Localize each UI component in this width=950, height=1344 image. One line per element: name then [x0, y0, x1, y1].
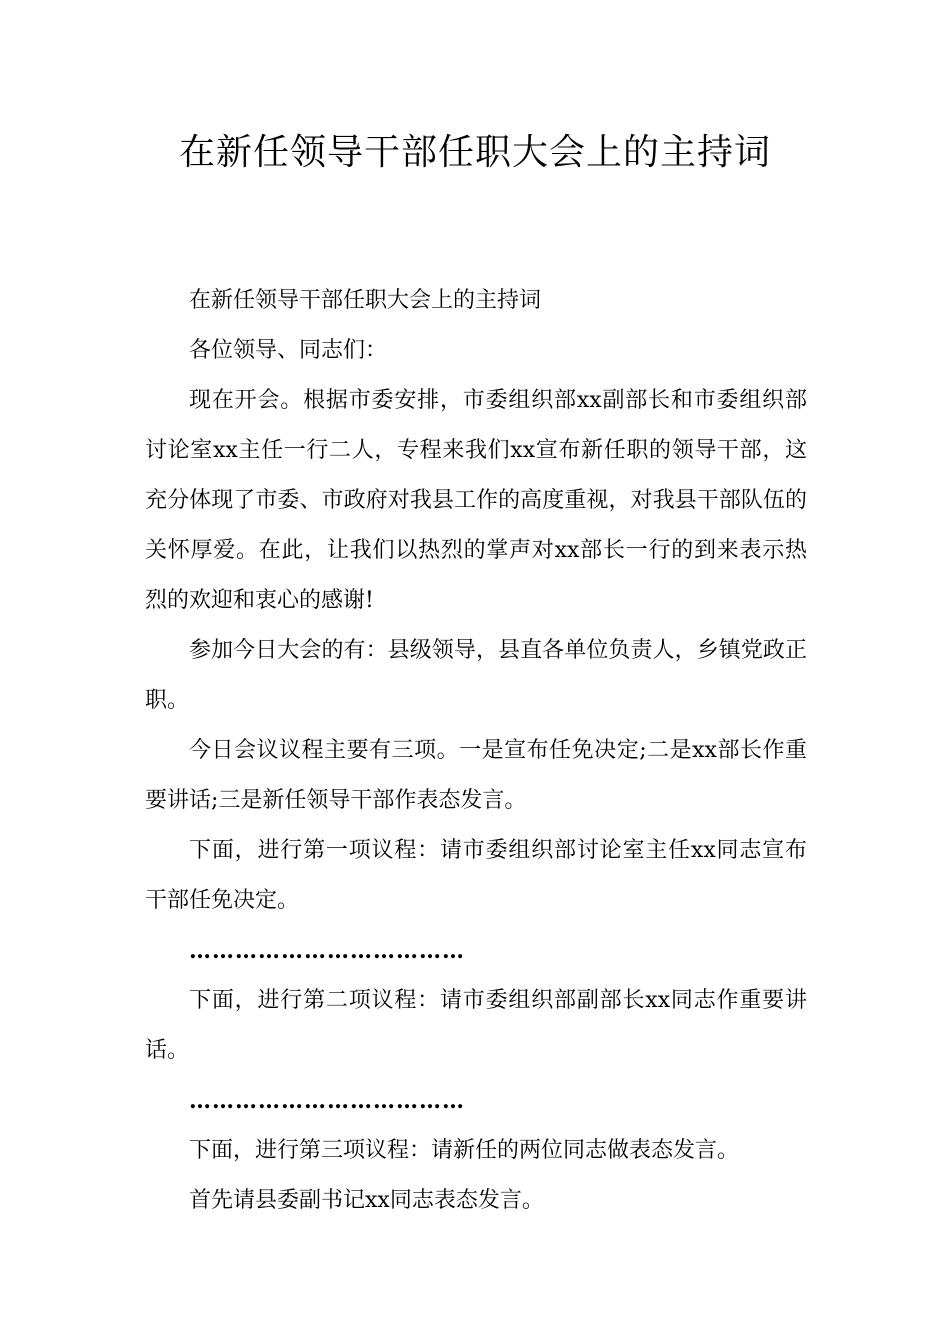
paragraph-salutation: 各位领导、同志们： [189, 338, 388, 363]
paragraph-agenda: 今日会议议程主要有三项。一是宣布任免决定;二是xx部长作重要讲话;三是新任领导干部作表态发言。 [145, 738, 807, 813]
paragraph-agenda-item-2: 下面，进行第二项议程：请市委组织部副部长xx同志作重要讲话。 [145, 988, 807, 1063]
document-body [145, 276, 807, 1226]
paragraph-attendees: 参加今日大会的有：县级领导，县直各单位负责人，乡镇党政正职。 [145, 638, 807, 713]
paragraph-first-speaker: 首先请县委副书记xx同志表态发言。 [189, 1188, 544, 1213]
document-title: 在新任领导干部任职大会上的主持词 [178, 132, 771, 173]
ellipsis-separator: ……………………………… [189, 938, 465, 964]
paragraph-opening: 现在开会。根据市委安排，市委组织部xx副部长和市委组织部讨论室xx主任一行二人，专程来我们xx宣布新任职的领导干部，这充分体现了市委、市政府对我县工作的高度重视，对我县干部队伍的关怀厚爱。在此，让我们以热烈的掌声对xx部长一行的到来表示热烈的欢迎和衷心的感谢! [145, 388, 807, 613]
paragraph-heading: 在新任领导干部任职大会上的主持词 [189, 288, 542, 313]
paragraph-agenda-item-3: 下面，进行第三项议程：请新任的两位同志做表态发言。 [189, 1138, 740, 1163]
ellipsis-separator: ……………………………… [189, 1088, 465, 1114]
paragraph-agenda-item-1: 下面，进行第一项议程：请市委组织部讨论室主任xx同志宣布干部任免决定。 [145, 838, 807, 913]
